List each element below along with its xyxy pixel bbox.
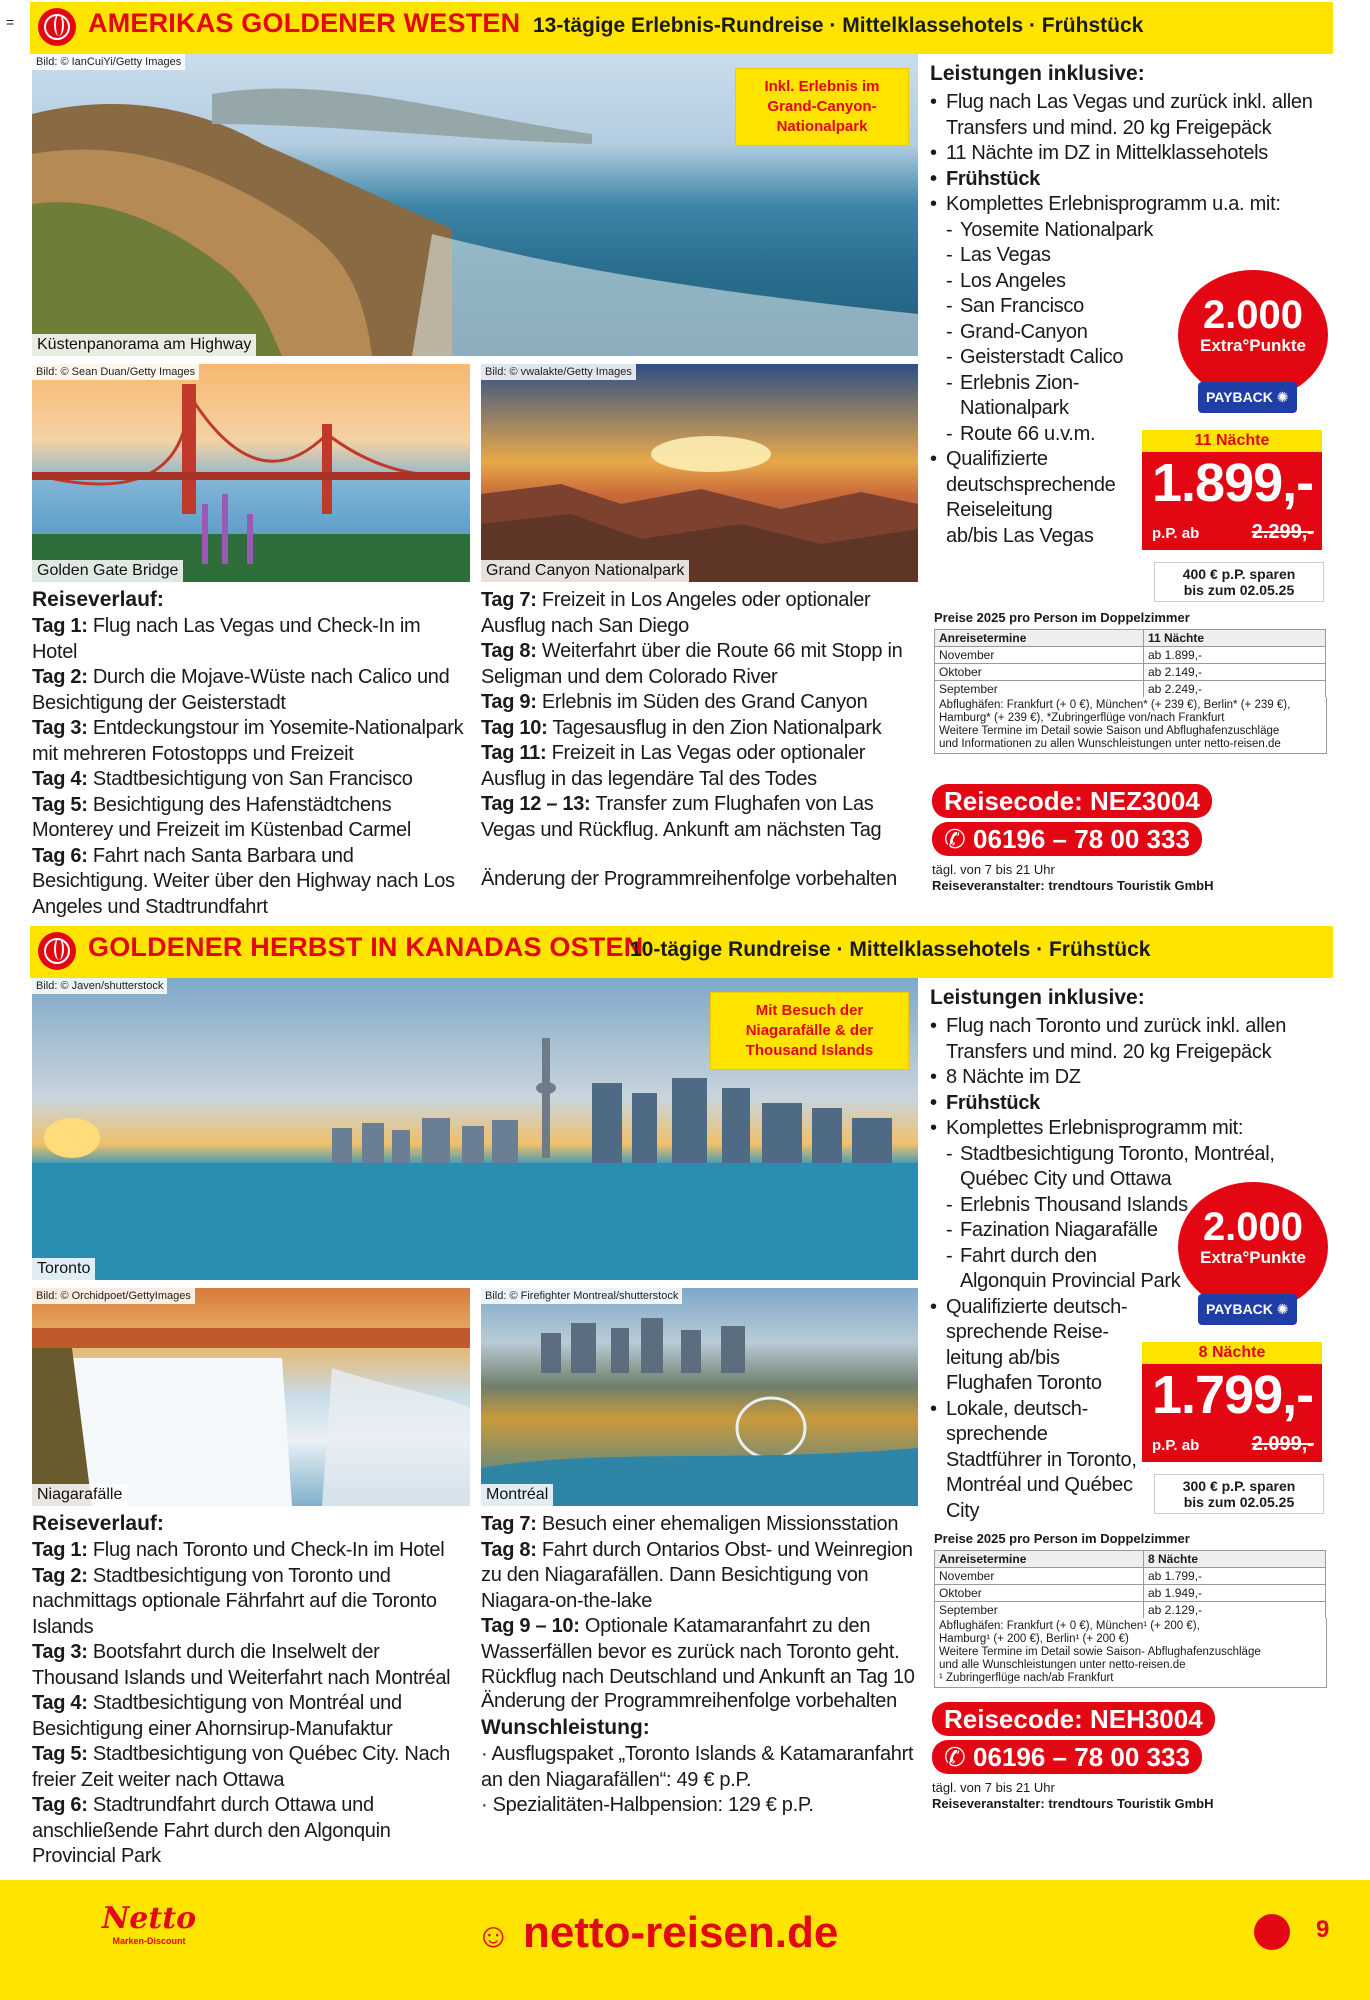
tour2-subtitle: 10-tägige Rundreise · Mittelklassehotels · Frühstück [630,938,1151,961]
route-day [32,1793,470,1870]
route-day-text: Erlebnis im Süden des Grand Canyon [541,691,868,713]
stamp-line: Thousand Islands [745,1042,874,1059]
tour1-route-right [481,588,918,843]
tour2-route-heading: Reiseverlauf: [32,1512,164,1535]
left-marker: = [6,14,15,30]
table-cell: ab 2.129,- [1144,1602,1326,1619]
tour2-route-left [32,1538,470,1870]
phone-number: 06196 – 78 00 333 [973,1742,1190,1772]
route-day-label: Tag 1: [32,615,88,637]
table-note-line: Abflughäfen: Frankfurt (+ 0 €), München* (+ 239 €), Berlin* (+ 239 €), [939,699,1291,711]
service-item: Nationalpark [960,397,1069,419]
route-day [32,767,470,793]
price-per-person: p.P. ab [1152,525,1200,542]
route-day-text: Freizeit in Los Angeles oder optionaler Ausflug nach San Diego [481,589,871,637]
phone-icon: ✆ [944,1742,966,1772]
payback-icon: ✺ [1276,1301,1289,1317]
logo-text: Netto [101,1901,197,1936]
route-day-text: Tagesausflug in den Zion Nationalpark [552,716,882,739]
route-day-label: Tag 2: [32,1564,88,1587]
route-day [32,1691,470,1742]
route-day-label: Tag 9: [481,691,537,713]
route-day-label: Tag 8: [481,640,537,662]
table-note-line: Hamburg* (+ 239 €), *Zubringerflüge von/nach Frankfurt [939,712,1225,724]
route-day-label: Tag 4: [32,1692,88,1714]
tour1-photo-golden-gate [32,364,470,582]
save-line: 400 € p.P. sparen [1182,566,1296,582]
stamp-line: Inkl. Erlebnis im [764,78,880,95]
tour1-table-caption: Preise 2025 pro Person im Doppelzimmer [934,610,1190,625]
route-day-text: Stadtbesichtigung von San Francisco [92,768,413,790]
price-per-person: p.P. ab [1152,1437,1200,1454]
price-nights: 8 Nächte [1142,1342,1322,1364]
photo-caption: Golden Gate Bridge [32,560,183,582]
points-number: 2.000 [1202,1205,1304,1249]
payback-icon: ✺ [1276,389,1289,405]
service-item: sprechende [946,1423,1048,1445]
table-note-line: Weitere Termine im Detail sowie Saison- Abflughafenzuschläge [939,1646,1261,1658]
route-day [32,665,470,716]
route-day-label: Tag 6: [32,844,88,867]
table-row [935,681,1326,698]
save-line: bis zum 02.05.25 [1183,1494,1295,1510]
service-item: Québec City und Ottawa [960,1168,1172,1190]
route-day [32,844,470,921]
service-item: - Stadtbesichtigung Toronto, Montréal, [930,1142,1320,1168]
tour2-highlight-stamp [710,992,909,1070]
route-day-text: Freizeit in Las Vegas oder optionaler Ausflug in das legendäre Tal des Todes [481,742,866,790]
service-item: ab/bis Las Vegas [946,524,1094,547]
tour1-route-left [32,614,470,920]
route-day-label: Tag 3: [32,717,88,739]
route-day [481,741,918,792]
points-label: Extra°Punkte [1199,1248,1306,1267]
photo-caption: Toronto [32,1258,95,1280]
route-day-text: Bootsfahrt durch die Inselwelt der Thousand Islands und Weiterfahrt nach Montréal [32,1641,451,1689]
table-cell: September [935,1602,1144,1619]
tour1-route-heading: Reiseverlauf: [32,588,164,611]
route-day [32,716,470,767]
stamp-line: Grand-Canyon- [767,98,877,115]
service-item: Transfers und mind. 20 kg Freigepäck [946,1040,1272,1063]
table-cell: ab 1.899,- [1144,647,1326,664]
route-day-label: Tag 2: [32,666,88,688]
route-day [481,1512,918,1538]
netto-face-icon: ☺ [476,1917,511,1955]
tour1-hours: tägl. von 7 bis 21 Uhr [932,862,1055,877]
table-header-row [935,1551,1326,1568]
tour2-table-note [934,1618,1327,1688]
photo-credit: Bild: © vwalakte/Getty Images [481,364,636,380]
price-value: 1.899,- [1152,453,1314,513]
price-value: 1.799,- [1152,1365,1314,1425]
service-item: Transfers und mind. 20 kg Freigepäck [946,116,1272,139]
save-line: 300 € p.P. sparen [1182,1478,1296,1494]
tour2-photo-niagara [32,1288,470,1506]
route-day [481,639,918,690]
route-day [481,690,918,716]
tour1-highlight-stamp [735,68,909,146]
route-day-text: Stadtrundfahrt durch Ottawa und anschließende Fahrt durch den Algonquin Provincial Park [32,1794,391,1867]
tour1-subtitle: 13-tägige Erlebnis-Rundreise · Mittelklassehotels · Frühstück [533,14,1144,37]
service-item: • Qualifizierte deutsch- [930,1295,1320,1321]
phone-number: 06196 – 78 00 333 [973,824,1190,854]
service-item: • Komplettes Erlebnisprogramm u.a. mit: [930,192,1320,218]
tour2-title: GOLDENER HERBST IN KANADAS OSTEN [88,932,644,962]
service-item: - Fazination Niagarafälle [930,1218,1320,1244]
service-item: - Grand-Canyon [930,320,1320,346]
route-day-text: Fahrt durch Ontarios Obst- und Weinregion zu den Niagarafällen. Dann Besichtigung von Niagara-on-the-lake [481,1538,913,1612]
points-label: Extra°Punkte [1199,336,1306,355]
table-cell: ab 1.949,- [1144,1585,1326,1602]
tour2-hours: tägl. von 7 bis 21 Uhr [932,1780,1055,1795]
table-header-cell: 11 Nächte [1144,630,1326,647]
route-day-label: Tag 7: [481,589,537,611]
photo-caption: Küstenpanorama am Highway [32,334,256,356]
photo-caption: Niagarafälle [32,1484,127,1506]
route-day-text: Stadtbesichtigung von Toronto und nachmittags optionale Fährfahrt auf die Toronto Islands [32,1564,437,1638]
service-item: City [946,1499,980,1522]
tour1-title: AMERIKAS GOLDENER WESTEN [88,8,521,38]
service-item: - Erlebnis Thousand Islands [930,1193,1320,1219]
tour2-photo-montreal [481,1288,918,1506]
table-cell: November [935,1568,1144,1585]
tour1-reisecode: Reisecode: NEZ3004 [932,784,1212,818]
route-day-text: Fahrt nach Santa Barbara und Besichtigung. Weiter über den Highway nach Los Angeles und Stadtrundfahrt [32,844,455,918]
stamp-line: Mit Besuch der [755,1002,864,1019]
service-item: - Geisterstadt Calico [930,345,1320,371]
route-day-text: Entdeckungstour im Yosemite-Nationalpark mit mehreren Fotostopps und Freizeit [32,717,464,765]
route-day-text: Weiterfahrt über die Route 66 mit Stopp in Seligman und dem Colorado River [481,640,903,688]
globe-icon [38,932,76,970]
service-item: sprechende Reise- [946,1321,1109,1343]
table-cell: November [935,647,1144,664]
stamp-line: Niagarafälle & der [745,1022,874,1039]
service-item: - San Francisco [930,294,1320,320]
table-cell: ab 2.249,- [1144,681,1326,698]
table-cell: Oktober [935,1585,1144,1602]
route-day-text: Flug nach Las Vegas und Check-In im Hotel [32,615,421,663]
service-item: leitung ab/bis [946,1346,1060,1369]
photo-caption: Montréal [481,1484,553,1506]
tour2-payback-badge [1198,1294,1297,1325]
price-old: 2.299,- [1251,521,1314,543]
route-day [481,1538,918,1615]
table-row [935,664,1326,681]
phone-icon: ✆ [944,824,966,854]
service-item: Flughafen Toronto [946,1372,1102,1394]
route-day [32,1742,470,1793]
payback-label: PAYBACK [1206,1301,1273,1317]
photo-credit: Bild: © IanCuiYi/Getty Images [32,54,185,70]
route-day-label: Tag 3: [32,1641,88,1663]
table-note-line: ¹ Zubringerflüge nach/ab Frankfurt [939,1672,1114,1684]
site-url: netto-reisen.de [522,1908,839,1957]
globe-icon [38,8,76,46]
photo-caption: Grand Canyon Nationalpark [481,560,689,582]
service-item: • Frühstück [930,1091,1320,1117]
tour1-photo-grand-canyon [481,364,918,582]
table-header-cell: Anreisetermine [935,630,1144,647]
tour2-route-right [481,1512,918,1691]
stamp-line: Nationalpark [776,118,868,135]
tour2-banner [30,926,1333,978]
route-day [481,588,918,639]
tour2-table-caption: Preise 2025 pro Person im Doppelzimmer [934,1531,1190,1546]
price-nights: 11 Nächte [1142,430,1322,452]
tour1-phone-button[interactable] [932,822,1202,856]
route-day-text: Stadtbesichtigung von Montréal und Besichtigung einer Ahornsirup-Manufaktur [32,1692,402,1740]
photo-credit: Bild: © Javen/shutterstock [32,978,167,994]
service-item: - Yosemite Nationalpark [930,218,1320,244]
service-item: • Lokale, deutsch- [930,1397,1320,1423]
service-item: Algonquin Provincial Park [960,1270,1181,1292]
globe-icon [1254,1914,1290,1950]
route-day [32,1564,470,1641]
route-day-text: Transfer zum Flughafen von Las Vegas und Rückflug. Ankunft am nächsten Tag [481,793,882,841]
service-item: • Frühstück [930,167,1320,193]
table-note-line: und Informationen zu allen Wunschleistungen unter netto-reisen.de [939,738,1281,750]
points-number: 2.000 [1202,293,1304,337]
wish-item: · Spezialitäten-Halbpension: 129 € p.P. [481,1794,814,1816]
route-day-text: Besuch einer ehemaligen Missionsstation [541,1513,899,1535]
service-item: Montréal und Québec [946,1474,1133,1496]
service-item: • Flug nach Las Vegas und zurück inkl. allen [930,90,1320,116]
route-day-text: Optionale Katamaranfahrt zu den Wasserfällen bevor es zurück nach Toronto geht. Rückflug nach Deutschland und Ankunft an Tag 10 [481,1615,915,1688]
tour2-price-box [1142,1342,1322,1462]
photo-credit: Bild: © Firefighter Montreal/shutterstock [481,1288,682,1304]
service-item: - Fahrt durch den [930,1244,1320,1270]
tour2-route-note: Änderung der Programmreihenfolge vorbehalten [481,1690,897,1712]
page-number: 9 [1316,1916,1330,1943]
tour2-price-table [934,1550,1326,1619]
tour1-route-note: Änderung der Programmreihenfolge vorbehalten [481,868,897,890]
service-item: deutschsprechende [946,473,1116,496]
route-day-label: Tag 10: [481,716,548,739]
photo-credit: Bild: © Sean Duan/Getty Images [32,364,199,380]
service-item: Reiseleitung [946,499,1053,521]
route-day-label: Tag 7: [481,1513,537,1535]
table-cell: September [935,681,1144,698]
route-day-label: Tag 4: [32,768,88,790]
table-cell: ab 1.799,- [1144,1568,1326,1585]
service-item: • Flug nach Toronto und zurück inkl. allen [930,1014,1320,1040]
route-day [32,614,470,665]
route-day-label: Tag 11: [481,742,547,764]
tour2-phone-button[interactable] [932,1740,1202,1774]
tour1-banner [30,2,1333,54]
route-day-text: Stadtbesichtigung von Québec City. Nach freier Zeit weiter nach Ottawa [32,1743,450,1791]
save-line: bis zum 02.05.25 [1183,582,1295,598]
route-day [32,793,470,844]
wish-item: · Ausflugspaket „Toronto Islands & Katamaranfahrt an den Niagarafällen“: 49 € p.P. [481,1743,914,1791]
table-note-line: Abflughäfen: Frankfurt (+ 0 €), München¹ (+ 200 €), [939,1620,1200,1632]
service-item: - Las Vegas [930,243,1320,269]
tour1-table-note [934,697,1327,754]
tour1-points-badge [1178,270,1328,400]
site-link[interactable] [476,1908,838,1958]
service-item: • 11 Nächte im DZ in Mittelklassehotels [930,141,1320,167]
route-day-label: Tag 5: [32,793,88,816]
route-day [32,1538,470,1564]
tour2-points-badge [1178,1182,1328,1312]
table-note-line: und alle Wunschleistungen unter netto-reisen.de [939,1659,1186,1671]
route-day [32,1640,470,1691]
table-cell: ab 2.149,- [1144,664,1326,681]
route-day-label: Tag 8: [481,1538,537,1561]
table-row [935,647,1326,664]
tour2-wish-list [481,1742,918,1819]
tour2-wish-heading: Wunschleistung: [481,1716,650,1739]
tour1-payback-badge [1198,382,1297,413]
route-day-text: Flug nach Toronto und Check-In im Hotel [92,1539,445,1561]
table-note-line: Hamburg¹ (+ 200 €), Berlin¹ (+ 200 €) [939,1633,1129,1645]
service-item: • Komplettes Erlebnisprogramm mit: [930,1116,1320,1142]
table-row [935,1568,1326,1585]
service-item: - Erlebnis Zion- [930,371,1320,397]
netto-logo[interactable] [96,1902,202,1950]
tour1-price-box [1142,430,1322,550]
route-day [481,792,918,843]
photo-credit: Bild: © Orchidpoet/GettyImages [32,1288,195,1304]
service-item: • Qualifizierte [930,447,1320,473]
route-day-label: Tag 12 – 13: [481,793,591,815]
table-header-row [935,630,1326,647]
tour2-save-note [1154,1474,1324,1514]
logo-sub: Marken-Discount [112,1936,186,1946]
table-cell: Oktober [935,664,1144,681]
price-old: 2.099,- [1251,1433,1314,1455]
route-day-text: Durch die Mojave-Wüste nach Calico und Besichtigung der Geisterstadt [32,666,450,714]
route-day [481,716,918,742]
payback-label: PAYBACK [1206,389,1273,405]
service-item: - Los Angeles [930,269,1320,295]
tour2-services-heading: Leistungen inklusive: [930,986,1145,1009]
tour1-price-table [934,629,1326,698]
table-row [935,1602,1326,1619]
tour1-services-heading: Leistungen inklusive: [930,62,1145,85]
table-note-line: Weitere Termine im Detail sowie Saison und Abflughafenzuschläge [939,725,1280,737]
route-day-label: Tag 1: [32,1539,88,1561]
tour1-operator: Reiseveranstalter: trendtours Touristik GmbH [932,878,1214,893]
table-header-cell: 8 Nächte [1144,1551,1326,1568]
route-day-label: Tag 9 – 10: [481,1615,580,1637]
table-row [935,1585,1326,1602]
route-day-text: Besichtigung des Hafenstädtchens Monterey und Freizeit im Küstenbad Carmel [32,793,411,841]
tour2-operator: Reiseveranstalter: trendtours Touristik GmbH [932,1796,1214,1811]
route-day-label: Tag 5: [32,1743,88,1765]
route-day [481,1614,918,1691]
tour1-save-note [1154,562,1324,602]
service-item: Stadtführer in Toronto, [946,1448,1137,1471]
page-footer [0,1880,1370,2000]
service-item: • 8 Nächte im DZ [930,1065,1320,1091]
route-day-label: Tag 6: [32,1794,88,1816]
tour2-reisecode: Reisecode: NEH3004 [932,1702,1215,1736]
table-header-cell: Anreisetermine [935,1551,1144,1568]
service-item: - Route 66 u.v.m. [930,422,1320,448]
